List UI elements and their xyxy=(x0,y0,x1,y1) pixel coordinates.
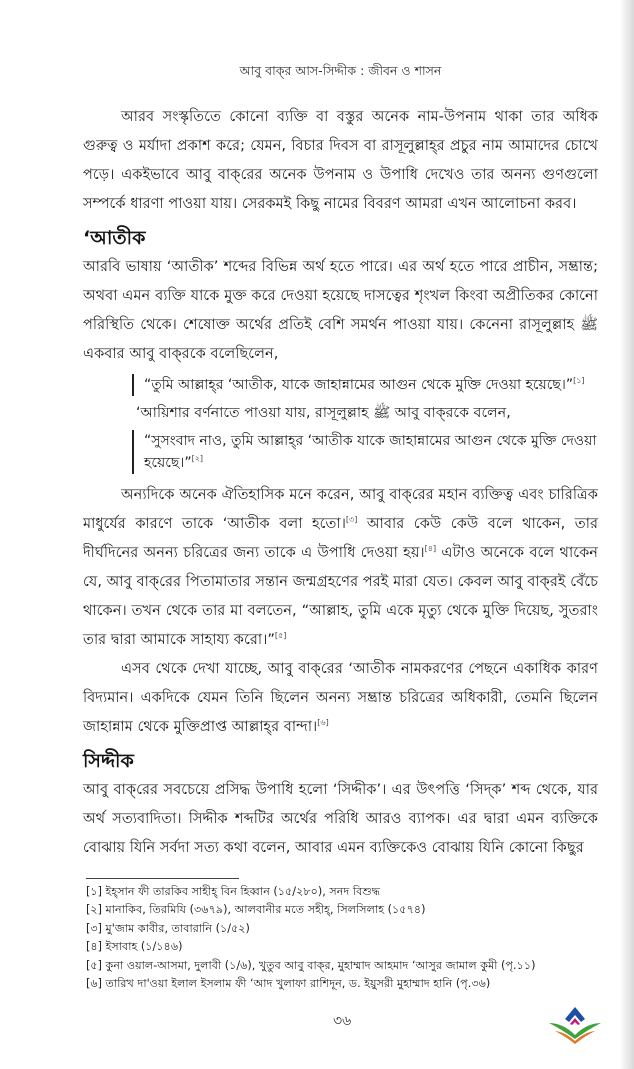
quote-2: “সুসংবাদ নাও, তুমি আল্লাহ্‌র ‘আতীক যাকে জাহান্নামের আগুন থেকে মুক্তি দেওয়া হয়েছে।” xyxy=(144,433,597,471)
footnote-ref-4[interactable]: [৪] xyxy=(424,544,437,553)
intro-paragraph: আরব সংস্কৃতিতে কোনো ব্যক্তি বা বস্তুর অনেক নাম-উপনাম থাকা তার অধিক গুরুত্ব ও মর্যাদা প্রকাশ করে; যেমন, বিচার দিবস বা রাসূলুল্লাহ্‌র প্রচুর নাম আমাদের চোখে পড়ে। একইভাবে আবু বাক্‌রের অনেক উপনাম ও উপাধি দেখেও তার অনন্য গুণগুলো সম্পর্কে ধারণা পাওয়া যায়। সেরকমই কিছু নামের বিবরণ আমরা এখন আলোচনা করব। xyxy=(83,108,598,212)
footnote-ref-6[interactable]: [৬] xyxy=(317,718,329,727)
atiq-paragraph-2-part-c: এটাও অনেকে বলে থাকেন যে, আবু বাক্‌রের পিতামাতার সন্তান জন্মগ্রহণের পরই মারা যেত। কেবল আবু বাক্‌রই বেঁচে থাকেন। তখন থেকে তার মা বলতেন, “আল্লাহ, তুমি একে মৃত্যু থেকে মুক্তি দিয়েছ, সুতরাং তার দ্বারা আমাকে সাহায্য করো।” xyxy=(83,544,598,648)
atiq-paragraph-2 xyxy=(83,480,598,654)
siddiq-paragraph: আবু বাক্‌রের সবচেয়ে প্রসিদ্ধ উপাধি হলো ‘সিদ্দীক’। এর উৎপত্তি ‘সিদ্‌ক’ শব্দ থেকে, যার অর্থ সত্যবাদিতা। সিদ্দীক শব্দটির অর্থের পরিধি আরও ব্যাপক। এর দ্বারা এমন ব্যক্তিকে বোঝায় যিনি সর্বদা সত্য কথা বলেন, আবার এমন ব্যক্তিকেও বোঝায় যিনি কোনো কিছুর xyxy=(83,781,598,856)
atiq-paragraph-3-text: এসব থেকে দেখা যাচ্ছে, আবু বাক্‌রের ‘আতীক নামকরণের পেছনে একাধিক কারণ বিদ্যমান। একদিকে যেমন তিনি ছিলেন অনন্য সম্ভ্রান্ত চরিত্রের অধিকারী, তেমনি ছিলেন জাহান্নাম থেকে মুক্তিপ্রাপ্ত আল্লাহ্‌র বান্দা। xyxy=(83,660,598,735)
quote-1: “তুমি আল্লাহ্‌র ‘আতীক, যাকে জাহান্নামের আগুন থেকে মুক্তি দেওয়া হয়েছে।” xyxy=(144,377,574,393)
atiq-paragraph-2-part-a: অন্যদিকে অনেক ঐতিহাসিক মনে করেন, আবু বাক্‌রের মহান ব্যক্তিত্ব এবং চারিত্রিক মাধুর্যের কারণে তাকে ‘আতীক বলা হতো। xyxy=(83,486,598,532)
blockquote-1 xyxy=(132,374,598,396)
publisher-logo-icon xyxy=(545,1005,605,1045)
footnote-ref-1[interactable]: [১] xyxy=(573,376,585,385)
page-footer xyxy=(83,1005,598,1049)
footnote-divider xyxy=(86,878,239,879)
section-heading-atiq: ‘আতীক xyxy=(83,227,146,249)
atiq-paragraph-3 xyxy=(83,654,598,741)
atiq-paragraph-2-part-b: আবার কেউ কেউ বলে থাকেন, তার দীর্ঘদিনের অনন্য চরিত্রের জন্য তাকে এ উপাধি দেওয়া হয়। xyxy=(83,515,598,561)
footnote-item: [৬] তারিখ দা'ওয়া ইলাল ইসলাম ফী ‘আদ খুলাফা রাশিদূন, ড. ইয়ুসরী মুহাম্মাদ হানি (পৃ.৩৬) xyxy=(86,977,491,991)
aisha-narration-line: ‘আয়িশার বর্ণনাতে পাওয়া যায়, রাসূলুল্লাহ ﷺ আবু বাক্‌রকে বলেন, xyxy=(136,405,511,421)
footnote-item: [২] মানাকিব, তিরমিযি (৩৬৭৯), আলবানীর মতে সহীহ্‌, সিলসিলাহ (১৫৭৪) xyxy=(86,903,426,917)
footnote-item: [৩] মু'জাম কাবীর, তাবারানি (১/৫২) xyxy=(86,921,250,935)
logo-book-green xyxy=(549,1023,601,1039)
footnote-item: [১] ইহ্‌সান ফী তারকিব সাহীহ্‌ বিন হিব্বান (১৫/২৮০), সনদ বিশুদ্ধ xyxy=(86,885,381,898)
blockquote-2 xyxy=(132,430,598,474)
atiq-paragraph-1: আরবি ভাষায় ‘আতীক’ শব্দের বিভিন্ন অর্থ হতে পারে। এর অর্থ হতে পারে প্রাচীন, সম্ভ্রান্ত; অথবা এমন ব্যক্তি যাকে মুক্ত করে দেওয়া হয়েছে দাসত্বের শৃংখল কিংবা অপ্রীতিকর কোনো পরিস্থিতি থেকে। শেষোক্ত অর্থের প্রতিই বেশি সমর্থন পাওয়া যায়। কেনেনা রাসূলুল্লাহ ﷺ একবার আবু বাক্‌রকে বলেছিলেন, xyxy=(83,258,598,362)
footnote-ref-5[interactable]: [৫] xyxy=(274,631,287,640)
running-head: আবু বাক্‌র আস-সিদ্দীক : জীবন ও শাসন xyxy=(239,63,442,78)
footnote-item: [৪] ইসাবাহ (১/১৪৬) xyxy=(86,940,183,954)
footnote-ref-3[interactable]: [৩] xyxy=(345,515,358,524)
footnote-item: [৫] কুনা ওয়াল-আসমা, দুলাবী (১/৬), খুতুব আবু বাক্‌র, মুহাম্মাদ আহমাদ ‘আসুর জামাল কুমী (পৃ.১১) xyxy=(86,958,536,972)
footnotes-list xyxy=(86,883,598,993)
footnote-ref-2[interactable]: [২] xyxy=(191,454,204,463)
page-number: ৩৬ xyxy=(333,1013,352,1030)
section-heading-siddiq: সিদ্দীক xyxy=(83,750,134,772)
